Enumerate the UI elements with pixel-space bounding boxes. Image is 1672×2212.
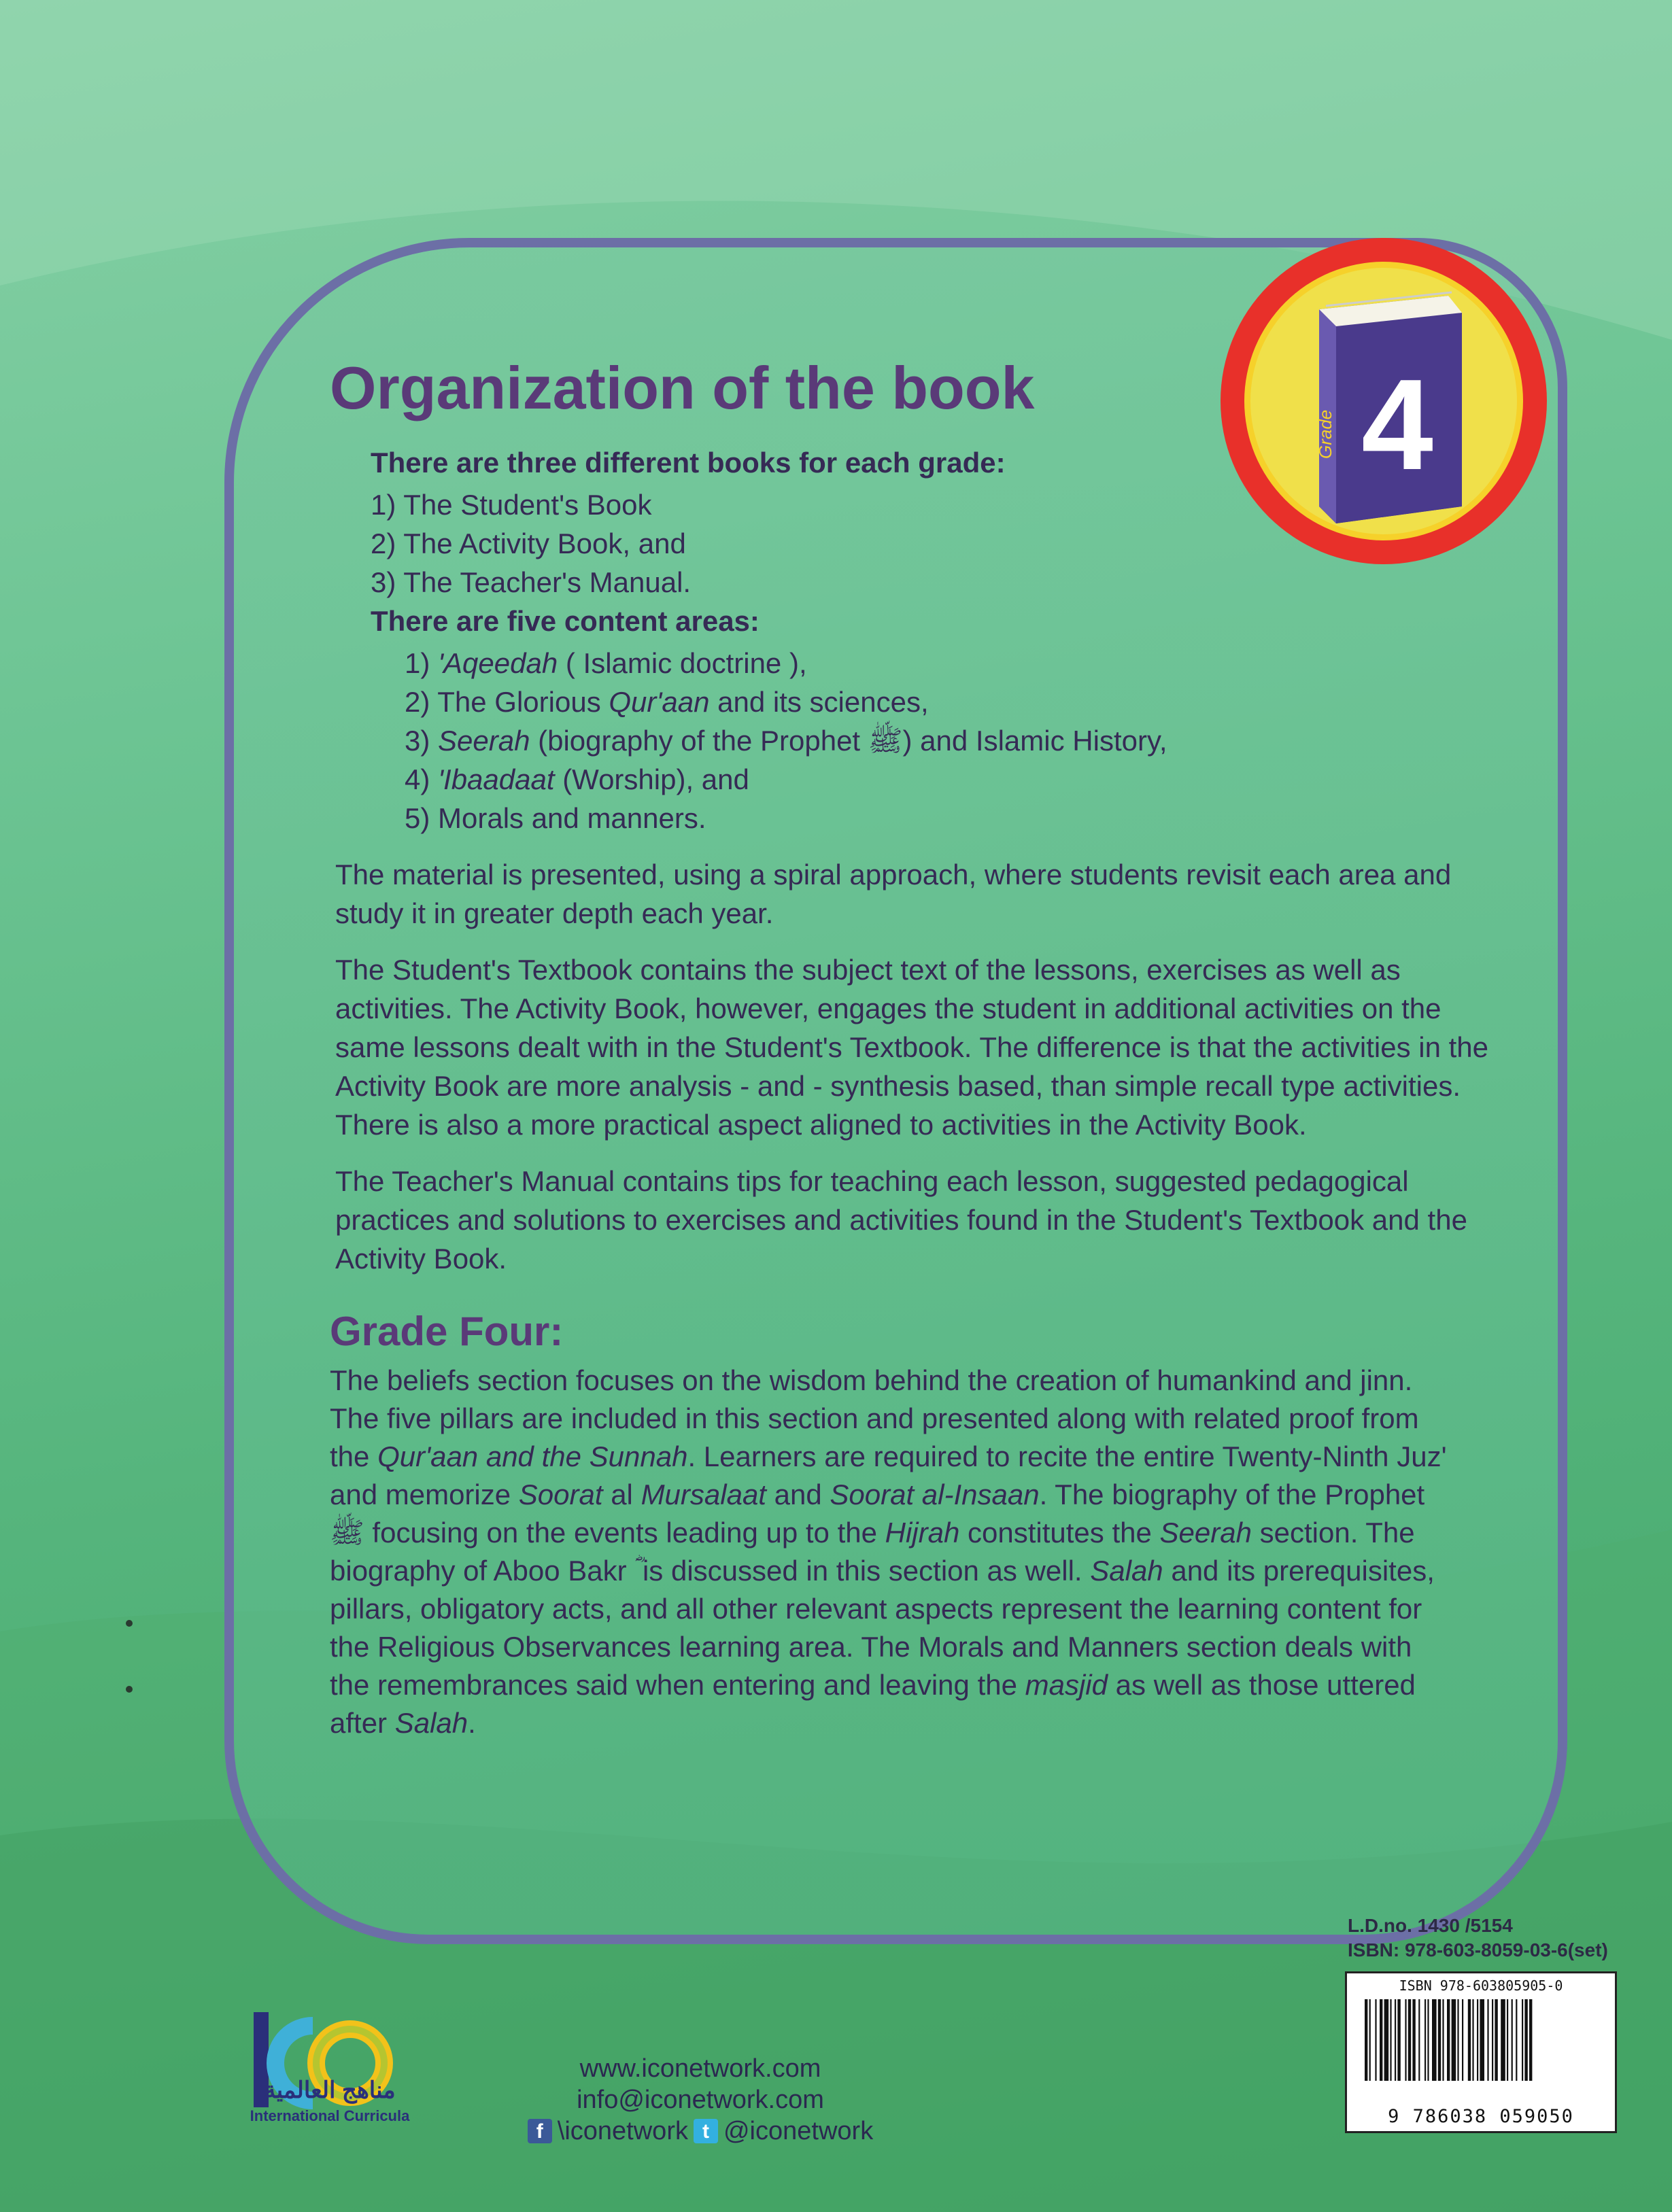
paragraph-spiral: The material is presented, using a spiral approach, where students revisit each area and study it in greater depth each year.: [335, 859, 1452, 929]
content-area-item: [405, 644, 1499, 682]
barcode-bar: [1462, 1999, 1463, 2081]
italic-term: masjid: [1025, 1669, 1108, 1701]
barcode-bar: [1390, 1999, 1391, 2081]
italic-term: Hijrah: [885, 1517, 960, 1549]
logo-arabic: مناهج العالمية: [264, 2077, 396, 2103]
area-prefix: 4): [405, 763, 439, 795]
books-list: [330, 485, 1499, 602]
italic-term: Seerah: [1159, 1517, 1252, 1549]
book-list-item: 2) The Activity Book, and: [371, 528, 686, 559]
barcode-bar: [1408, 1999, 1411, 2081]
page-title: Organization of the book: [330, 354, 1035, 421]
content-area-item: [405, 721, 1499, 760]
email-link[interactable]: info@iconetwork.com: [577, 2086, 824, 2114]
ld-number: L.D.no. 1430 /5154: [1348, 1915, 1513, 1936]
contact-info: [503, 2053, 898, 2147]
facebook-handle[interactable]: \iconetwork: [557, 2117, 688, 2145]
barcode-bar: [1507, 1999, 1508, 2081]
barcode-bar: [1405, 1999, 1406, 2081]
italic-term: Soorat al-Insaan: [830, 1479, 1040, 1510]
paragraph-textbook: The Student's Textbook contains the subject text of the lessons, exercises as well as activities. The Activity Book, however, engages the student in additional activities on the same lessons dealt with in the Student's Textbook. The difference is that the activities in the Activity Book are more analysis - and - synthesis based, than simple recall type activities. There is also a more practical aspect aligned to activities in the Activity Book.: [335, 954, 1488, 1141]
text-run: al: [602, 1479, 641, 1510]
area-prefix: 3): [405, 725, 439, 757]
barcode-bar: [1529, 1999, 1532, 2081]
barcode-bar: [1365, 1999, 1367, 2081]
barcode-bar: [1452, 1999, 1456, 2081]
italic-term: Mursalaat: [641, 1479, 766, 1510]
area-description: (biography of the Prophet ﷺ) and Islamic History,: [530, 725, 1167, 757]
content-area-item: [405, 760, 1499, 799]
barcode-bar: [1477, 1999, 1478, 2081]
barcode-bar: [1492, 1999, 1493, 2081]
text-run: . Learners are required to recite the entire Twenty-Ninth Juz' and memorize: [330, 1440, 1447, 1510]
areas-heading: There are five content areas:: [371, 605, 760, 637]
badge-grade-text: Grade: [1315, 409, 1335, 459]
book-list-item: 1) The Student's Book: [371, 489, 652, 521]
website-link[interactable]: www.iconetwork.com: [579, 2054, 821, 2083]
barcode-isbn: ISBN 978-603805905-0: [1399, 1977, 1563, 1994]
grade-heading: Grade Four:: [330, 1309, 564, 1354]
barcode-bar: [1522, 1999, 1523, 2081]
italic-term: Qur'aan and the Sunnah: [377, 1440, 688, 1472]
barcode-bar: [1369, 1999, 1371, 2081]
area-term: Qur'aan: [609, 686, 710, 718]
barcode-bar: [1457, 1999, 1458, 2081]
facebook-icon[interactable]: f: [528, 2119, 552, 2143]
badge-number: 4: [1361, 353, 1433, 497]
barcode-bar: [1395, 1999, 1396, 2081]
area-description: ( Islamic doctrine ),: [558, 647, 807, 679]
barcode: [1345, 1971, 1617, 2133]
barcode-bar: [1472, 1999, 1473, 2081]
italic-term: Salah: [394, 1707, 468, 1739]
books-heading: There are three different books for each grade:: [371, 447, 1006, 479]
area-description: (Worship), and: [554, 763, 749, 795]
barcode-bar: [1418, 1999, 1420, 2081]
barcode-bar: [1447, 1999, 1450, 2081]
barcode-bars: [1362, 1999, 1604, 2107]
area-description: and its sciences,: [709, 686, 929, 718]
text-run: The beliefs section focuses on the wisdom behind the creation of humankind and jinn. The five pillars are included in this section and presented along with related proof from the: [330, 1364, 1419, 1472]
text-run: and: [766, 1479, 830, 1510]
paragraph-manual: The Teacher's Manual contains tips for teaching each lesson, suggested pedagogical practices and solutions to exercises and activities found in the Student's Textbook and the Activity Book.: [335, 1165, 1467, 1275]
barcode-bar: [1516, 1999, 1517, 2081]
area-prefix: 5) Morals and manners.: [405, 802, 706, 834]
barcode-bar: [1380, 1999, 1382, 2081]
area-term: Seerah: [438, 725, 530, 757]
barcode-bar: [1468, 1999, 1471, 2081]
text-run: and its prerequisites, pillars, obligatory acts, and all other relevant aspects represent the learning content for the Religious Observances learning area. The Morals and Manners section deals with the remembrances said when entering and leaving the: [330, 1555, 1435, 1701]
legal-info: [1348, 1914, 1608, 1963]
twitter-handle[interactable]: @iconetwork: [723, 2117, 874, 2145]
dot-marker: [126, 1620, 133, 1627]
isbn-set: ISBN: 978-603-8059-03-6(set): [1348, 1939, 1608, 1960]
italic-term: Salah: [1090, 1555, 1163, 1587]
grade-paragraph: [330, 1362, 1458, 1742]
twitter-icon[interactable]: t: [694, 2119, 718, 2143]
area-prefix: 1): [405, 647, 439, 679]
barcode-bar: [1375, 1999, 1376, 2081]
italic-term: Soorat: [518, 1479, 603, 1510]
text-run: section. The biography of Aboo Bakr ؓ is discussed in this section as well.: [330, 1517, 1415, 1587]
barcode-bar: [1438, 1999, 1441, 2081]
logo-english: International Curricula: [250, 2107, 410, 2124]
barcode-bar: [1412, 1999, 1415, 2081]
text-run: constitutes the: [959, 1517, 1160, 1549]
dot-marker: [126, 1686, 133, 1693]
area-prefix: 2) The Glorious: [405, 686, 609, 718]
barcode-bar: [1442, 1999, 1444, 2081]
areas-list: [330, 644, 1499, 837]
barcode-bar: [1397, 1999, 1400, 2081]
main-content: [330, 353, 1499, 1742]
barcode-bar: [1480, 1999, 1484, 2081]
barcode-bar: [1495, 1999, 1497, 2081]
text-run: . The biography of the Prophet ﷺ focusing on the events leading up to the: [330, 1479, 1425, 1549]
text-run: .: [468, 1707, 476, 1739]
social-links: [503, 2115, 898, 2147]
barcode-bar: [1427, 1999, 1429, 2081]
barcode-digits: 9 786038 059050: [1388, 2106, 1574, 2127]
barcode-bar: [1384, 1999, 1389, 2081]
content-area-item: [405, 682, 1499, 721]
barcode-bar: [1487, 1999, 1488, 2081]
content-area-item: [405, 799, 1499, 837]
barcode-bar: [1424, 1999, 1426, 2081]
area-term: 'Aqeedah: [438, 647, 558, 679]
barcode-bar: [1501, 1999, 1505, 2081]
book-list-item: 3) The Teacher's Manual.: [371, 566, 692, 598]
barcode-bar: [1432, 1999, 1437, 2081]
barcode-bar: [1512, 1999, 1513, 2081]
text-run: as well as those uttered after: [330, 1669, 1416, 1739]
area-term: 'Ibaadaat: [438, 763, 555, 795]
barcode-bar: [1524, 1999, 1527, 2081]
